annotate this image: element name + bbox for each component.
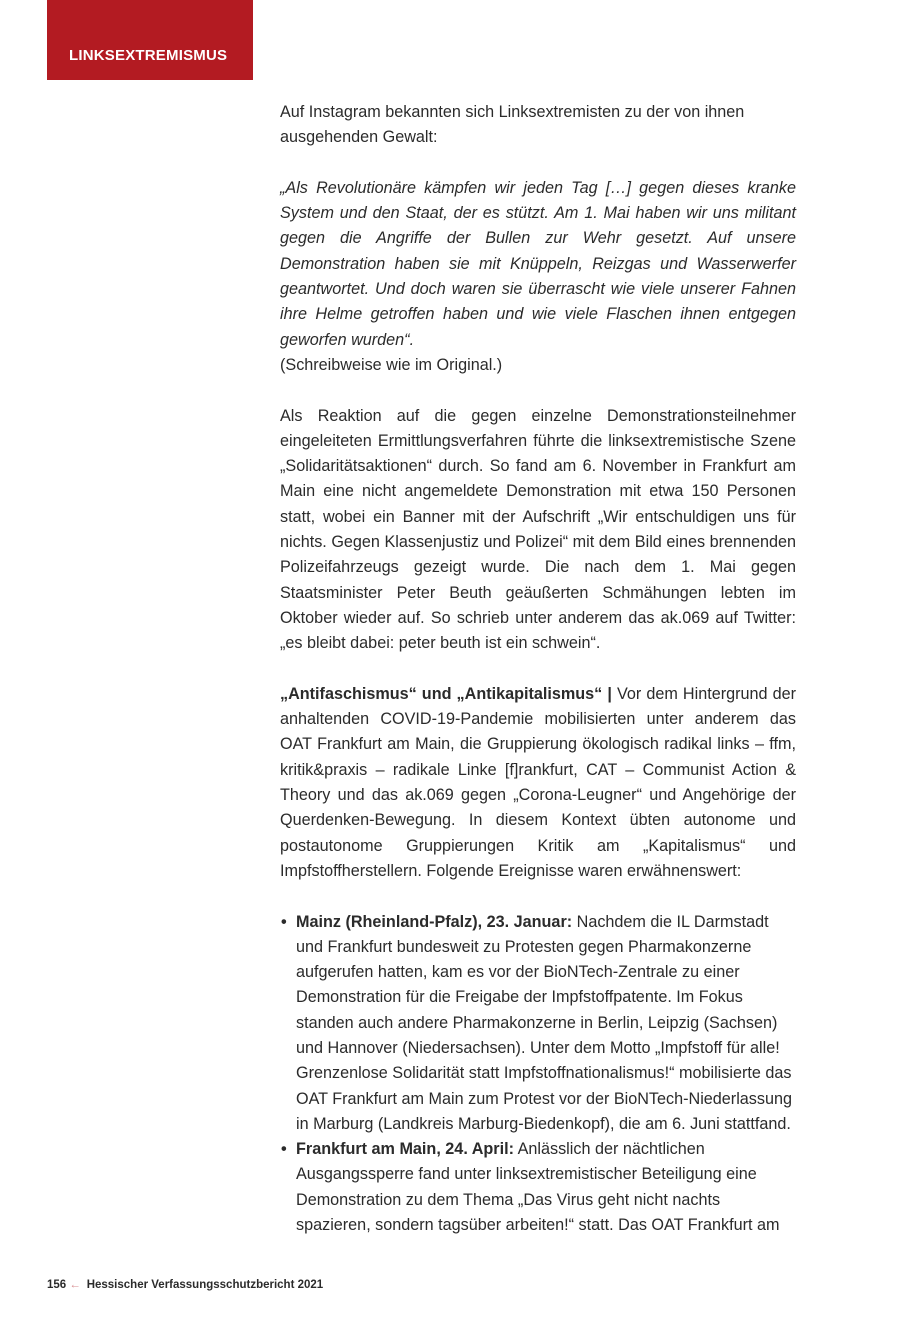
list-item-text: Anlässlich der nächtlichen Ausgangssperre fand unter linksextremistischer Beteiligung eine Demonstration zu dem Thema „Das Virus geht nicht nachts spazieren, sondern tagsüber arbeiten!“ statt. Das OAT Frankfurt am <box>296 1140 780 1235</box>
list-item <box>280 1137 796 1238</box>
list-item-lead: Mainz (Rheinland-Pfalz), 23. Januar: <box>296 912 573 931</box>
bullet-icon: • <box>281 912 287 931</box>
list-item-text: Nachdem die IL Darmstadt und Frankfurt bundesweit zu Protesten gegen Pharmakonzerne aufgerufen hatten, kam es vor der BioNTech-Zentrale zu einer Demonstration für die Freigabe der Impfstoffpatente. Im Fokus standen auch andere Pharmakonzerne in Berlin, Leipzig (Sachsen) und Hannover (Niedersachsen). Unter dem Motto „Impfstoff für alle! Grenzenlose Solidarität statt Impfstoffnationalismus!“ mobilisierte das OAT Frankfurt am Main zum Protest vor der BioNTech-Niederlassung in Marburg (Landkreis Marburg-Biedenkopf), die am 6. Juni stattfand. <box>296 912 792 1133</box>
bullet-icon: • <box>281 1140 287 1159</box>
page-footer <box>47 1279 323 1291</box>
list-item <box>280 910 796 1138</box>
quote-note: (Schreibweise wie im Original.) <box>280 355 503 374</box>
report-title: Hessischer Verfassungsschutzbericht 2021 <box>86 1279 324 1291</box>
list-item-lead: Frankfurt am Main, 24. April: <box>296 1140 514 1159</box>
arrow-left-icon: ← <box>69 1279 81 1291</box>
section-title: LINKSEXTREMISMUS <box>69 47 228 64</box>
antifa-text: Vor dem Hintergrund der anhaltenden COVID-19-Pandemie mobilisierten unter anderem das OAT Frankfurt am Main, die Gruppierung ökologisch radikal links – ffm, kritik&praxis – radikale Linke [f]rankfurt, CAT – Communist Action & Theory und das ak.069 gegen „Corona-Leugner“ und Angehörige der Querdenken-Bewegung. In diesem Kontext übten autonome und postautonome Gruppierungen Kritik am „Kapitalismus“ und Impfstoffherstellern. Folgende Ereignisse waren erwähnenswert: <box>280 684 796 880</box>
page-number: 156 <box>47 1279 67 1291</box>
quote-paragraph: „Als Revolutionäre kämpfen wir jeden Tag […] gegen dieses kranke System und den Staat, der es stützt. Am 1. Mai haben wir uns militant gegen die Angriffe der Bullen zur Wehr gesetzt. Auf unsere Demonstration haben sie mit Knüppeln, Reizgas und Wasserwerfer geantwortet. Und doch waren sie überrascht wie viele unserer Fahnen ihre Helme getroffen haben und wie viele Flaschen ihnen entgegen geworfen wurden“. <box>280 178 796 349</box>
reaction-paragraph: Als Reaktion auf die gegen einzelne Demonstrationsteilnehmer eingeleiteten Ermittlungsverfahren führte die linksextremistische Szene „Solidaritätsaktionen“ durch. So fand am 6. November in Frankfurt am Main eine nicht angemeldete Demonstration mit etwa 150 Personen statt, wobei ein Banner mit der Aufschrift „Wir entschuldigen uns für nichts. Gegen Klassenjustiz und Polizei“ mit dem Bild eines brennenden Polizeifahrzeugs gezeigt wurde. Die nach dem 1. Mai gegen Staatsminister Peter Beuth geäußerten Schmähungen lebten im Oktober wieder auf. So schrieb unter anderem das ak.069 auf Twitter: „es bleibt dabei: peter beuth ist ein schwein“. <box>280 406 796 653</box>
event-list <box>280 910 796 1239</box>
main-content <box>280 100 796 1238</box>
section-header-tab <box>47 0 253 80</box>
antifa-paragraph <box>280 682 796 884</box>
intro-paragraph: Auf Instagram bekannten sich Linksextremisten zu der von ihnen ausgehenden Gewalt: <box>280 103 745 147</box>
antifa-lead: „Antifaschismus“ und „Antikapitalismus“ | <box>280 684 612 703</box>
